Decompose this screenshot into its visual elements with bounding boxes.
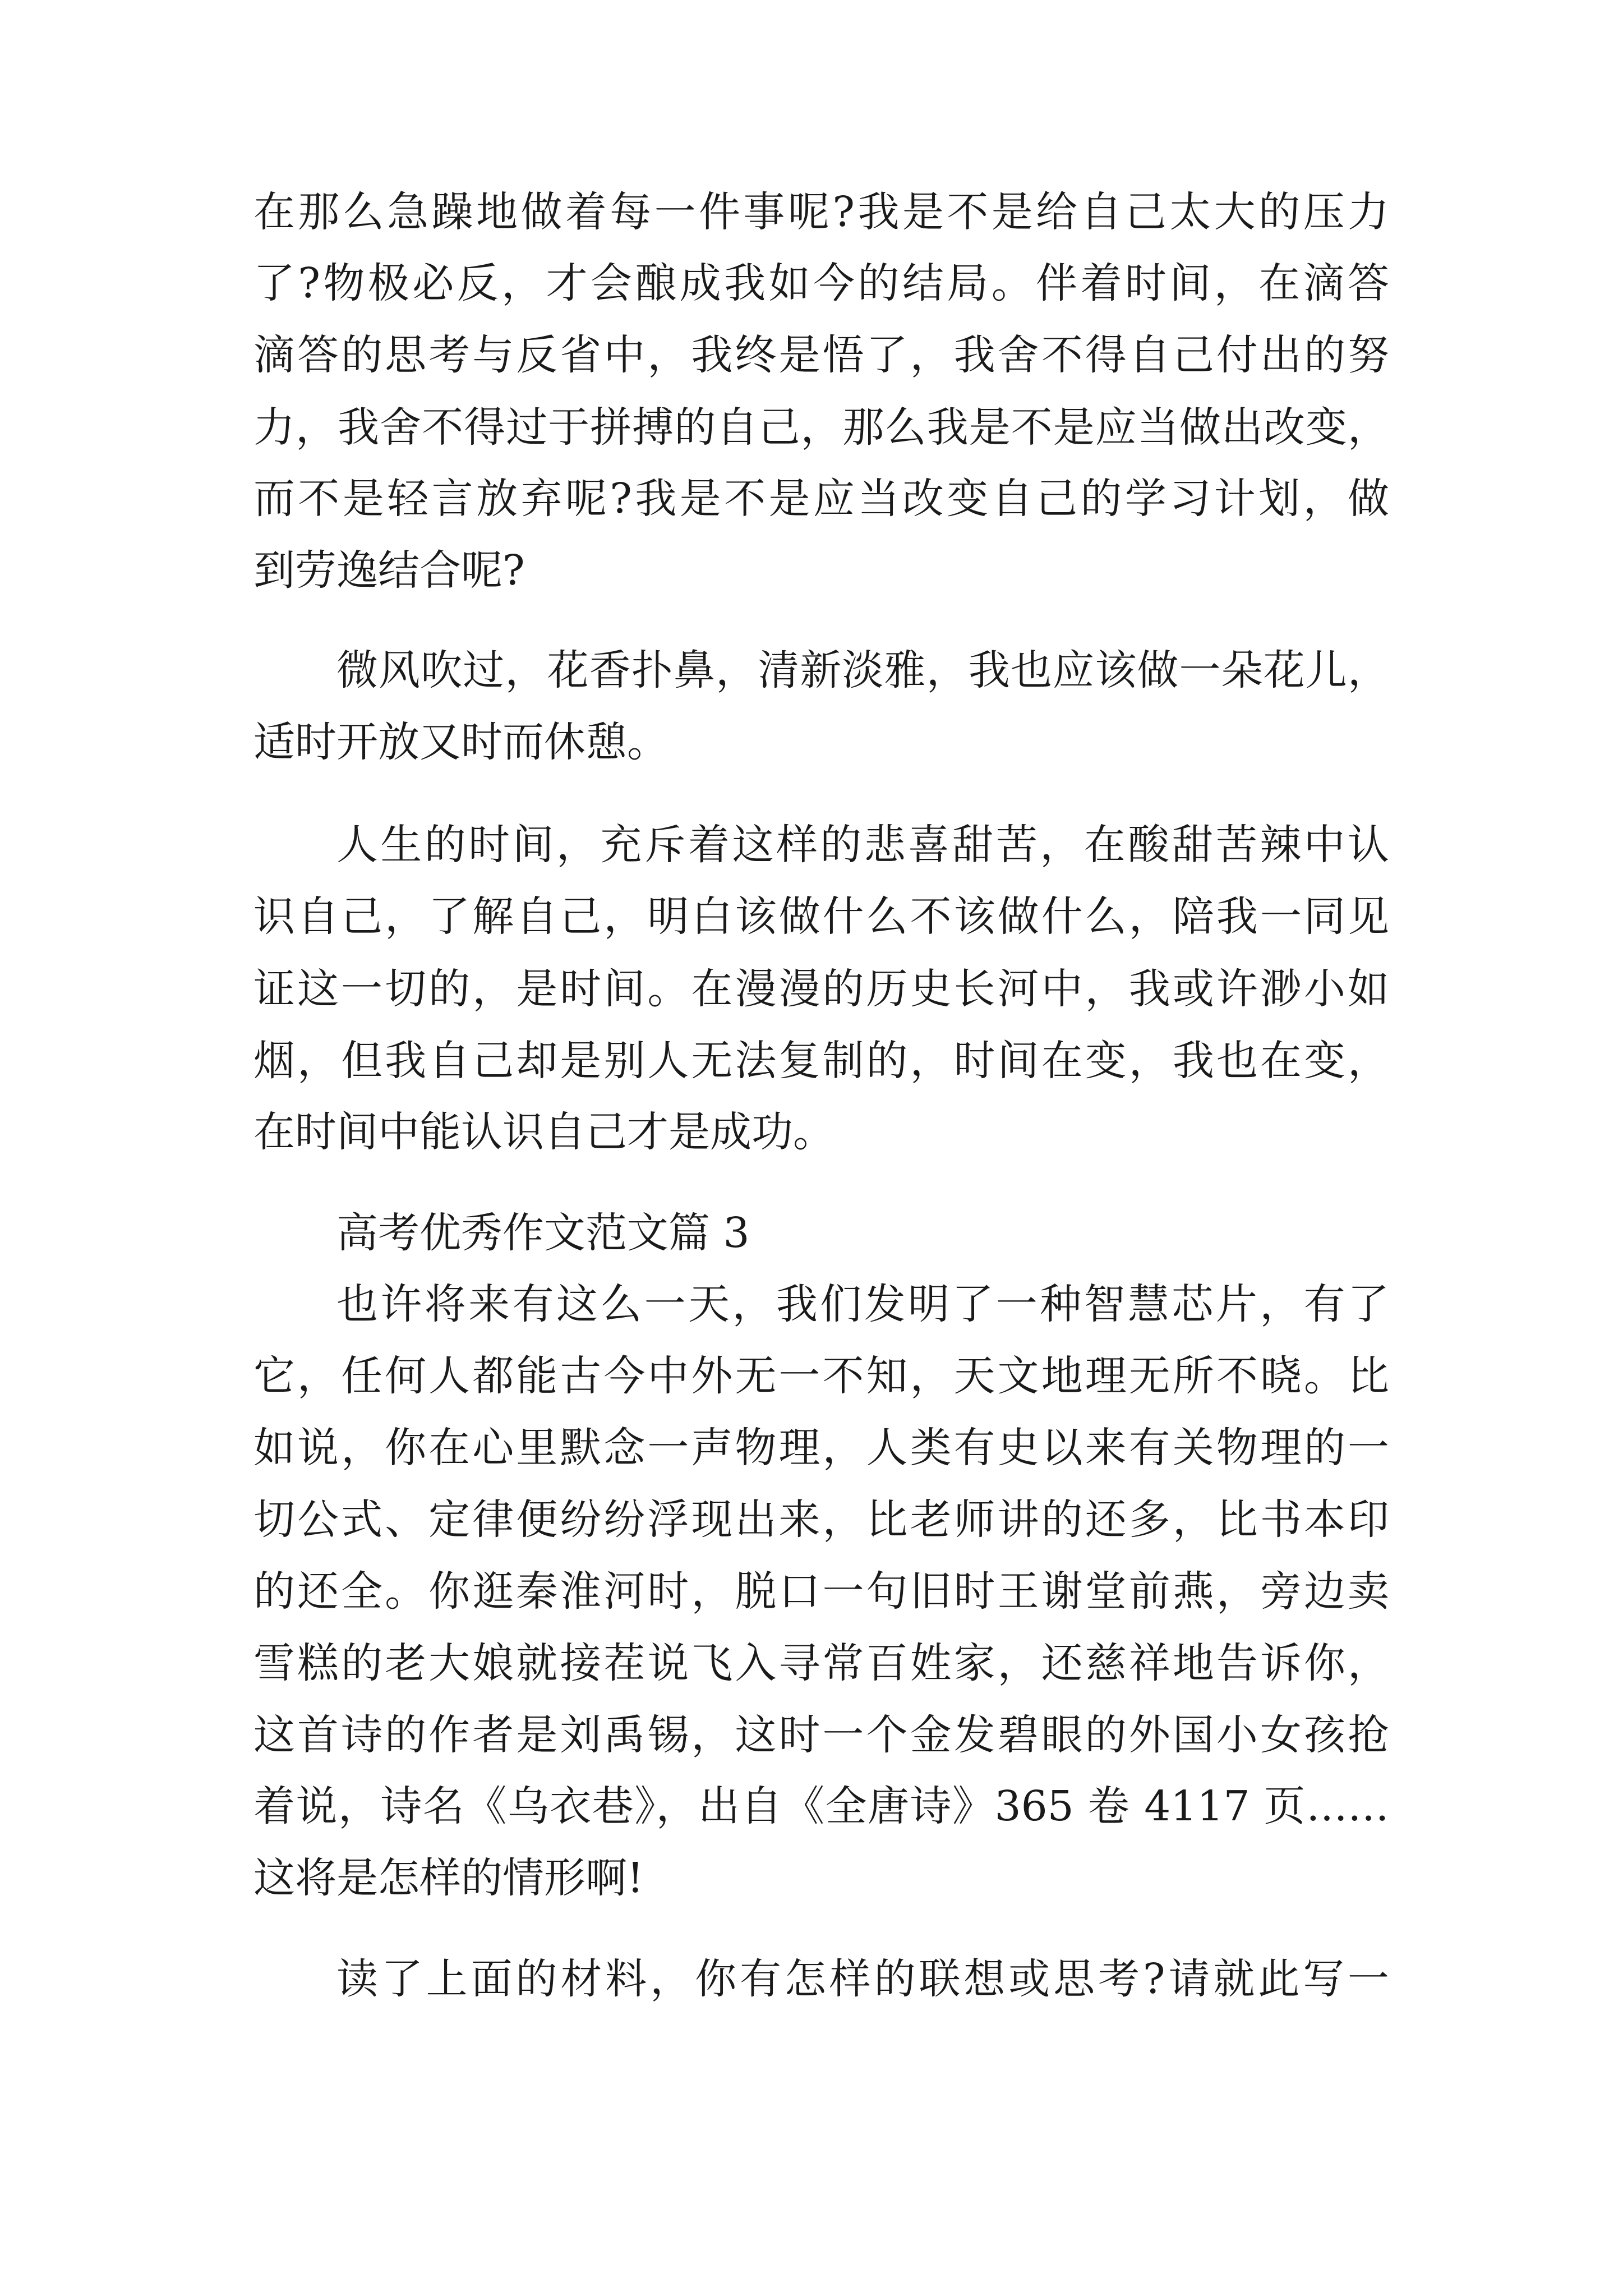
text-line: 着说，诗名《乌衣巷》，出自《全唐诗》365 卷 4117 页……: [253, 1782, 1389, 1830]
text-line: 如说，你在心里默念一声物理，人类有史以来有关物理的一: [253, 1424, 1389, 1472]
text-line: 到劳逸结合呢?: [253, 546, 525, 595]
text-line: 证这一切的，是时间。在漫漫的历史长河中，我或许渺小如: [253, 965, 1389, 1013]
text-line: 而不是轻言放弃呢?我是不是应当改变自己的学习计划，做: [253, 475, 1389, 523]
text-line: 适时开放又时而休憩。: [253, 718, 668, 766]
text-line: 在时间中能认识自己才是成功。: [253, 1108, 834, 1156]
text-line: 烟，但我自己却是别人无法复制的，时间在变，我也在变，: [253, 1037, 1389, 1085]
paragraph-first-line: 也许将来有这么一天，我们发明了一种智慧芯片，有了: [336, 1280, 1389, 1328]
text-line: 滴答的思考与反省中，我终是悟了，我舍不得自己付出的努: [253, 331, 1389, 379]
text-line: 这将是怎样的情形啊!: [253, 1854, 644, 1902]
text-line: 它，任何人都能古今中外无一不知，天文地理无所不晓。比: [253, 1352, 1389, 1400]
section-heading: 高考优秀作文范文篇 3: [336, 1209, 750, 1257]
text-line: 的还全。你逛秦淮河时，脱口一句旧时王谢堂前燕，旁边卖: [253, 1567, 1389, 1616]
text-line: 这首诗的作者是刘禹锡，这时一个金发碧眼的外国小女孩抢: [253, 1711, 1389, 1759]
text-line: 了?物极必反，才会酿成我如今的结局。伴着时间，在滴答: [253, 259, 1389, 307]
text-line: 力，我舍不得过于拼搏的自己，那么我是不是应当做出改变，: [253, 403, 1389, 452]
paragraph-first-line: 微风吹过，花香扑鼻，清新淡雅，我也应该做一朵花儿，: [336, 646, 1389, 694]
text-line: 切公式、定律便纷纷浮现出来，比老师讲的还多，比书本印: [253, 1496, 1389, 1544]
text-line: 识自己，了解自己，明白该做什么不该做什么，陪我一同见: [253, 892, 1389, 941]
paragraph-first-line: 人生的时间，充斥着这样的悲喜甜苦，在酸甜苦辣中认: [336, 821, 1389, 869]
paragraph-first-line: 读了上面的材料，你有怎样的联想或思考?请就此写一: [336, 1955, 1389, 2003]
text-line: 雪糕的老大娘就接茬说飞入寻常百姓家，还慈祥地告诉你，: [253, 1639, 1389, 1687]
text-line: 在那么急躁地做着每一件事呢?我是不是给自己太大的压力: [253, 188, 1389, 236]
